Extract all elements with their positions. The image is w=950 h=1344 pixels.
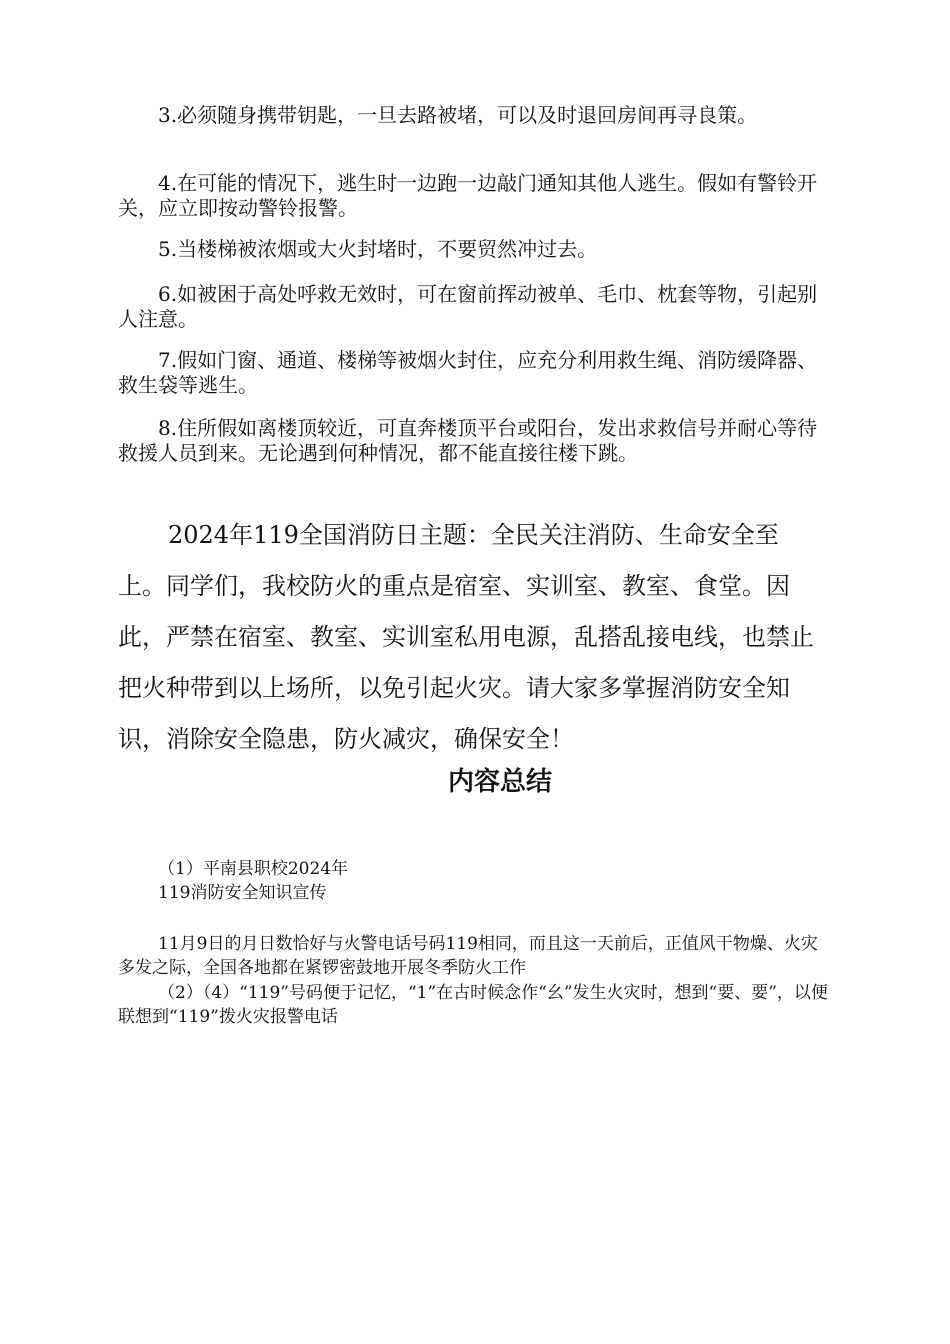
summary-title — [118, 857, 828, 905]
summary-paragraph-1: 11月9日的月日数恰好与火警电话号码119相同，而且这一天前后，正值风干物燥、火灾多发之际，全国各地都在紧锣密鼓地开展冬季防火工作 — [118, 934, 818, 978]
escape-tip-6: 6.如被困于高处呼救无效时，可在窗前挥动被单、毛巾、枕套等物，引起别人注意。 — [118, 282, 818, 331]
summary-title-line-1: （1）平南县职校2024年 — [158, 859, 349, 879]
summary-paragraph-2: （2）（4）“119”号码便于记忆，“1”在古时候念作“幺”发生火灾时，想到“要、要”，以便联想到“119”拨火灾报警电话 — [118, 983, 828, 1027]
escape-tip-7: 7.假如门窗、通道、楼梯等被烟火封住，应充分利用救生绳、消防缓降器、救生袋等逃生。 — [118, 348, 818, 397]
escape-tip-3: 3.必须随身携带钥匙，一旦去路被堵，可以及时退回房间再寻良策。 — [158, 103, 758, 127]
escape-tip-8: 8.住所假如离楼顶较近，可直奔楼顶平台或阳台，发出求救信号并耐心等待救援人员到来。无论遇到何种情况，都不能直接往楼下跳。 — [118, 416, 818, 465]
summary-title-line-2: 119消防安全知识宣传 — [158, 883, 327, 903]
summary-heading: 内容总结 — [447, 767, 552, 797]
escape-tip-5: 5.当楼梯被浓烟或大火封堵时，不要贸然冲过去。 — [158, 237, 598, 261]
theme-paragraph: 2024年119全国消防日主题：全民关注消防、生命安全至上。同学们，我校防火的重点是宿室、实训室、教室、食堂。因此，严禁在宿室、教室、实训室私用电源，乱搭乱接电线，也禁止把火种带到以上场所，以免引起火灾。请大家多掌握消防安全知识，消除安全隐患，防火减灾，确保安全！ — [118, 521, 814, 753]
escape-tip-4: 4.在可能的情况下，逃生时一边跑一边敲门通知其他人逃生。假如有警铃开关，应立即按动警铃报警。 — [118, 171, 818, 220]
